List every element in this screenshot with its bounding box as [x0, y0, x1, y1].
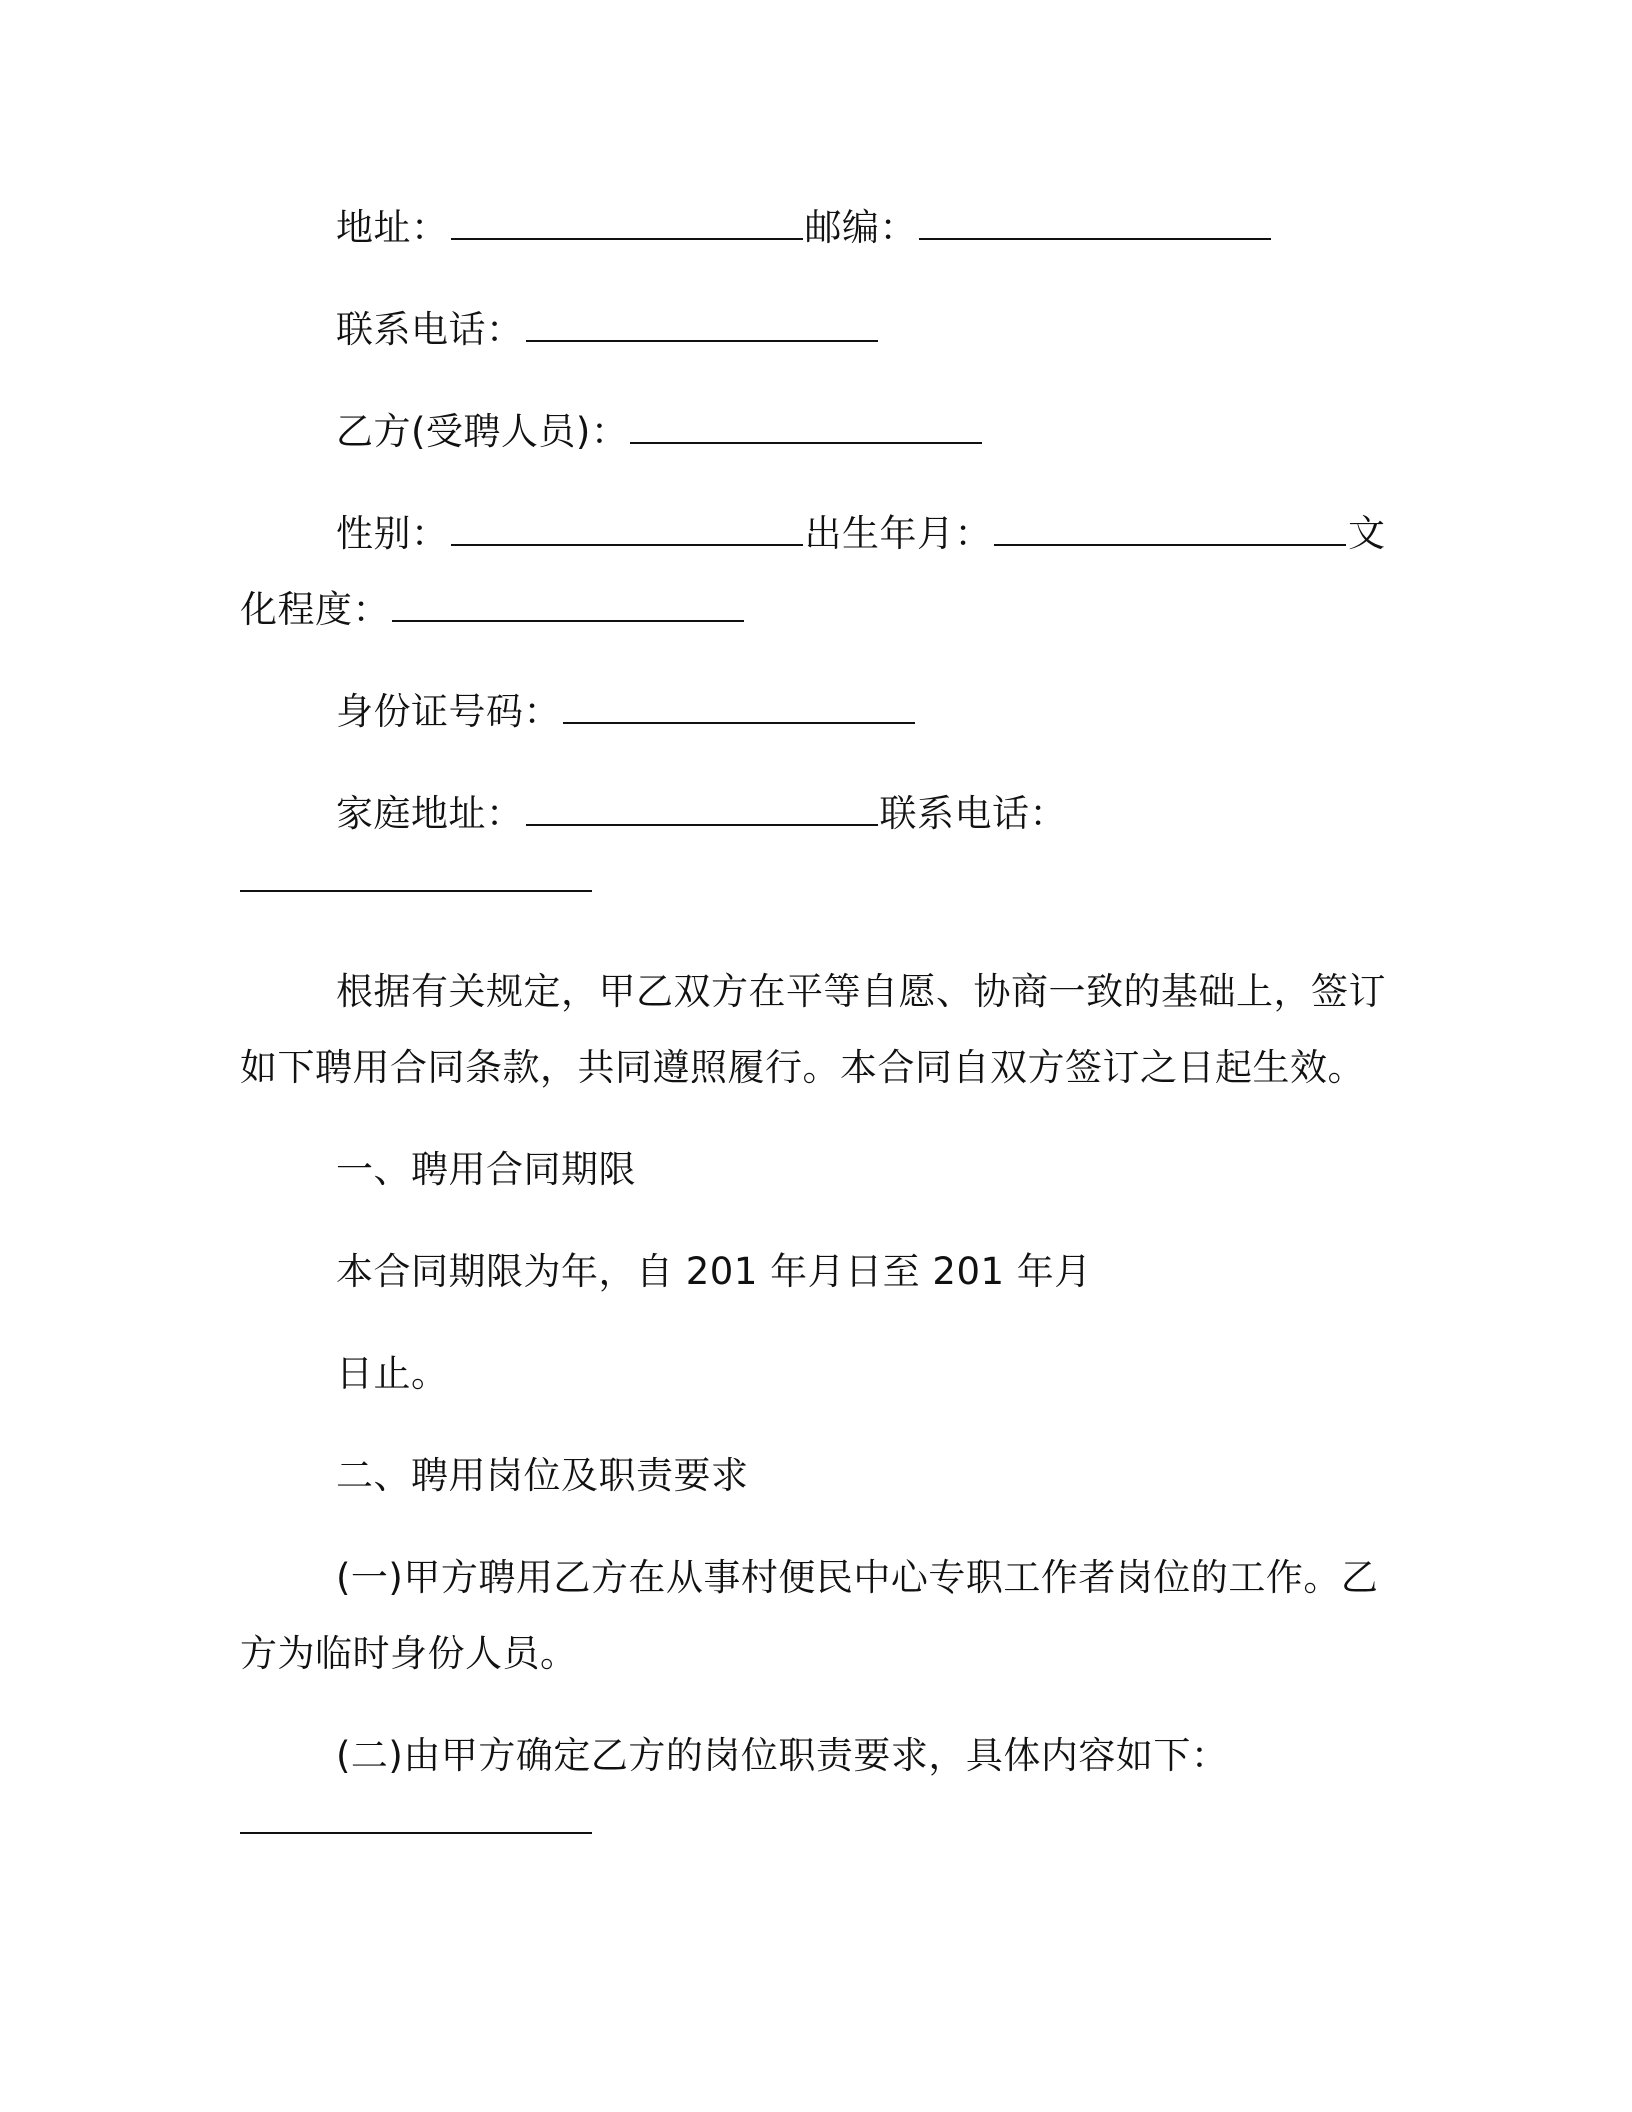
intro-paragraph: 根据有关规定，甲乙双方在平等自愿、协商一致的基础上，签订如下聘用合同条款，共同遵照履行。本合同自双方签订之日起生效。 [240, 970, 1386, 1089]
home-address-blank [526, 794, 878, 826]
party-b-row [240, 394, 1390, 470]
id-label: 身份证号码： [336, 690, 561, 733]
section1-text-b: 日止。 [336, 1352, 449, 1395]
section2-item2: (二)由甲方确定乙方的岗位职责要求，具体内容如下： [336, 1734, 1229, 1777]
section2-title: 二、聘用岗位及职责要求 [336, 1454, 749, 1497]
home-phone-label: 联系电话： [879, 792, 1067, 835]
section1-text-a: 本合同期限为年，自 201 年月日至 201 年月 [336, 1250, 1092, 1293]
birth-label: 出生年月： [804, 512, 992, 555]
duties-blank [240, 1832, 592, 1834]
postcode-label: 邮编： [804, 206, 917, 249]
gender-birth-education-row [240, 496, 1390, 648]
education-label-part1: 文 [1348, 512, 1386, 555]
birth-blank [994, 514, 1346, 546]
address-row [240, 190, 1390, 266]
phone-blank [526, 310, 878, 342]
party-b-label: 乙方(受聘人员)： [336, 410, 629, 453]
home-address-label: 家庭地址： [336, 792, 524, 835]
section2-item1: (一)甲方聘用乙方在从事村便民中心专职工作者岗位的工作。乙方为临时身份人员。 [240, 1556, 1379, 1675]
phone-row [240, 292, 1390, 368]
education-blank [392, 590, 744, 622]
home-row [240, 776, 1390, 852]
education-label-part2: 化程度： [240, 588, 390, 631]
document-content [240, 190, 1390, 1896]
gender-blank [451, 514, 803, 546]
home-phone-blank [240, 890, 592, 892]
id-blank [563, 692, 915, 724]
id-row [240, 674, 1390, 750]
gender-label: 性别： [336, 512, 449, 555]
postcode-blank [919, 208, 1271, 240]
section1-title: 一、聘用合同期限 [336, 1148, 636, 1191]
party-b-blank [630, 412, 982, 444]
address-blank [451, 208, 803, 240]
address-label: 地址： [336, 206, 449, 249]
phone-label: 联系电话： [336, 308, 524, 351]
